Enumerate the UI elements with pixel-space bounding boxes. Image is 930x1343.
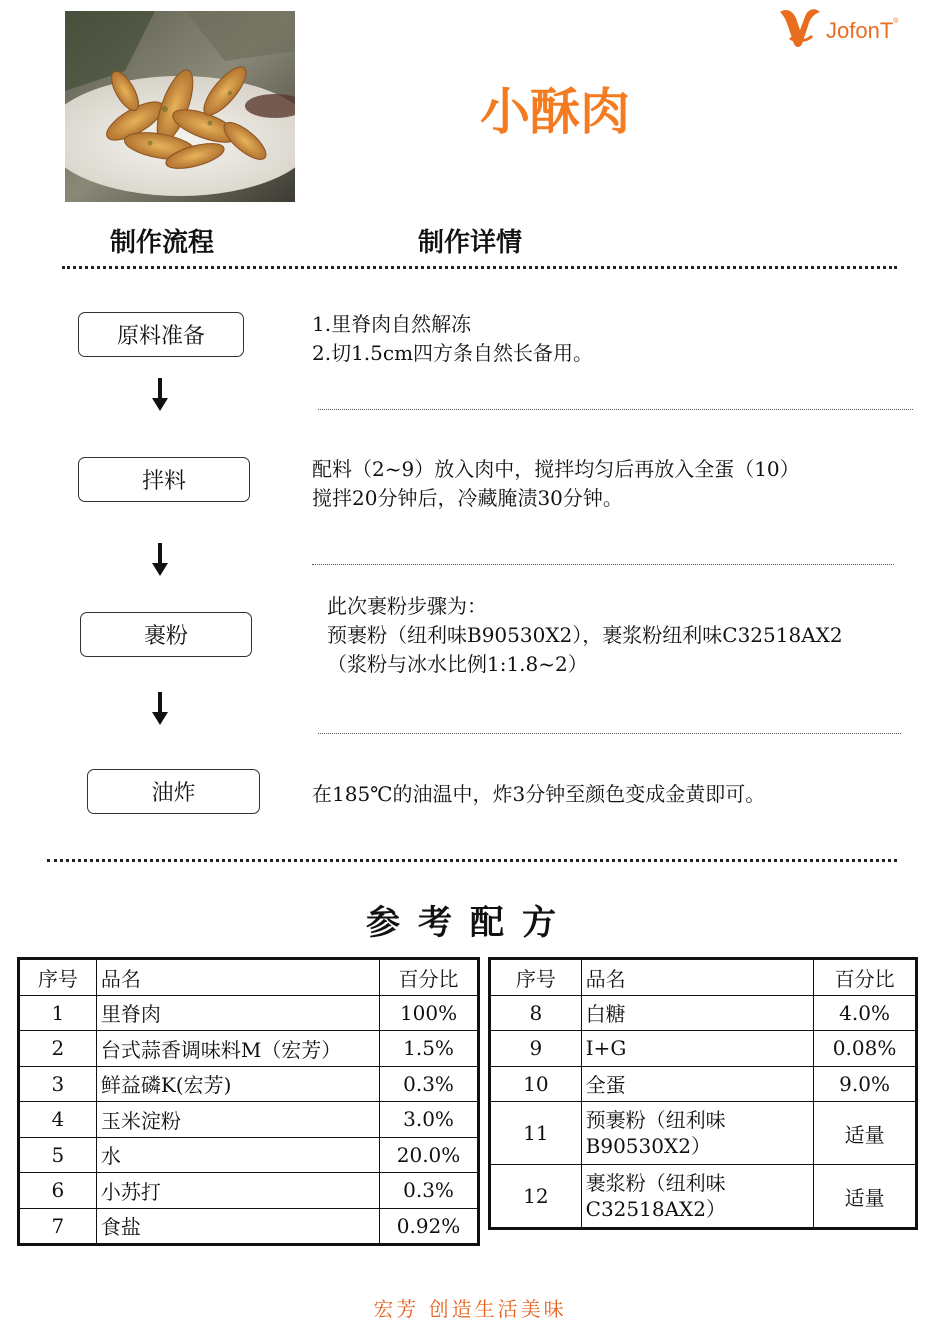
col-name: 品名: [96, 960, 379, 996]
row-pct: 4.0%: [814, 995, 916, 1031]
table-row: [491, 1066, 916, 1102]
row-pct: 0.08%: [814, 1031, 916, 1067]
divider: [62, 266, 897, 269]
arrow-down-icon: [150, 692, 170, 726]
table-row: [20, 1137, 478, 1173]
row-name: 水: [96, 1137, 379, 1173]
row-name: [581, 1165, 814, 1228]
reference-title: 参考配方: [366, 903, 574, 943]
table-row: [20, 1031, 478, 1067]
footer-slogan: 宏芳 创造生活美味: [373, 1297, 567, 1321]
row-pct: 适量: [814, 1102, 916, 1165]
table-row: [20, 1173, 478, 1209]
details-header: 制作详情: [418, 228, 523, 258]
row-pct: 0.92%: [380, 1208, 478, 1244]
row-name: 食盐: [96, 1208, 379, 1244]
table-row: [491, 1102, 916, 1165]
row-name: 台式蒜香调味料M（宏芳）: [96, 1031, 379, 1067]
detail-line: （浆粉与冰水比例1:1.8~2）: [327, 652, 588, 676]
row-name: 全蛋: [581, 1066, 814, 1102]
row-name: [581, 1102, 814, 1165]
logo-mark-icon: [776, 4, 822, 50]
recipe-table-left: [17, 957, 480, 1246]
row-pct: 0.3%: [380, 1173, 478, 1209]
row-name: I+G: [581, 1031, 814, 1067]
step-detail-prepare: [312, 310, 593, 368]
col-name: 品名: [581, 960, 814, 996]
step-name: 拌料: [141, 469, 186, 494]
table-header-row: [491, 960, 916, 996]
detail-line: 2.切1.5cm四方条自然长备用。: [312, 341, 594, 365]
divider: [312, 564, 894, 565]
row-name: 鲜益磷K(宏芳): [96, 1066, 379, 1102]
row-pct: 1.5%: [380, 1031, 478, 1067]
page-title: 小酥肉: [480, 83, 630, 141]
row-pct: 100%: [380, 995, 478, 1031]
logo-text: JofonT®: [826, 18, 899, 43]
col-no: 序号: [491, 960, 582, 996]
table-row: [20, 1102, 478, 1138]
detail-line: 此次裹粉步骤为：: [327, 594, 487, 618]
step-box-fry: [87, 769, 260, 814]
detail-line: 预裹粉（纽利味B90530X2），裹浆粉纽利味C32518AX2: [327, 623, 843, 647]
step-name: 油炸: [151, 781, 196, 806]
step-detail-coat: [327, 592, 843, 679]
row-no: 6: [20, 1173, 97, 1209]
table-row: [491, 995, 916, 1031]
row-name: 小苏打: [96, 1173, 379, 1209]
step-detail-fry: [312, 780, 765, 809]
step-name: 原料准备: [116, 324, 205, 349]
brand-logo: [776, 4, 926, 50]
row-no: 2: [20, 1031, 97, 1067]
table-row: [491, 1165, 916, 1228]
row-name-line: 裹浆粉（纽利味: [585, 1171, 726, 1195]
step-box-coat: [80, 612, 252, 657]
row-no: 7: [20, 1208, 97, 1244]
row-no: 1: [20, 995, 97, 1031]
process-header: 制作流程: [110, 228, 215, 258]
table-row: [491, 1031, 916, 1067]
divider: [318, 409, 913, 410]
row-pct: 20.0%: [380, 1137, 478, 1173]
divider: [47, 859, 897, 862]
row-no: 8: [491, 995, 582, 1031]
col-no: 序号: [20, 960, 97, 996]
detail-line: 搅拌20分钟后，冷藏腌渍30分钟。: [312, 486, 623, 510]
step-box-prepare: [78, 312, 244, 357]
col-pct: 百分比: [380, 960, 478, 996]
step-detail-mix: [312, 455, 800, 513]
row-pct: 3.0%: [380, 1102, 478, 1138]
detail-line: 配料（2~9）放入肉中，搅拌均匀后再放入全蛋（10）: [312, 457, 800, 481]
row-no: 4: [20, 1102, 97, 1138]
row-name: 玉米淀粉: [96, 1102, 379, 1138]
row-pct: 0.3%: [380, 1066, 478, 1102]
row-name-line: B90530X2）: [585, 1134, 711, 1158]
divider: [318, 733, 901, 734]
dish-photo: [65, 11, 295, 202]
row-no: 12: [491, 1165, 582, 1228]
col-pct: 百分比: [814, 960, 916, 996]
row-no: 9: [491, 1031, 582, 1067]
table-row: [20, 1066, 478, 1102]
row-name: 白糖: [581, 995, 814, 1031]
detail-line: 1.里脊肉自然解冻: [312, 312, 472, 336]
row-name-line: 预裹粉（纽利味: [585, 1108, 726, 1132]
row-no: 5: [20, 1137, 97, 1173]
row-pct: 适量: [814, 1165, 916, 1228]
row-no: 10: [491, 1066, 582, 1102]
step-box-mix: [78, 457, 250, 502]
step-name: 裹粉: [143, 624, 188, 649]
row-no: 11: [491, 1102, 582, 1165]
arrow-down-icon: [150, 543, 170, 577]
recipe-table-right: [488, 957, 918, 1230]
detail-line: 在185℃的油温中，炸3分钟至颜色变成金黄即可。: [312, 782, 766, 806]
row-pct: 9.0%: [814, 1066, 916, 1102]
row-name-line: C32518AX2）: [585, 1197, 726, 1221]
row-no: 3: [20, 1066, 97, 1102]
arrow-down-icon: [150, 378, 170, 412]
table-row: [20, 995, 478, 1031]
table-row: [20, 1208, 478, 1244]
table-header-row: [20, 960, 478, 996]
row-name: 里脊肉: [96, 995, 379, 1031]
